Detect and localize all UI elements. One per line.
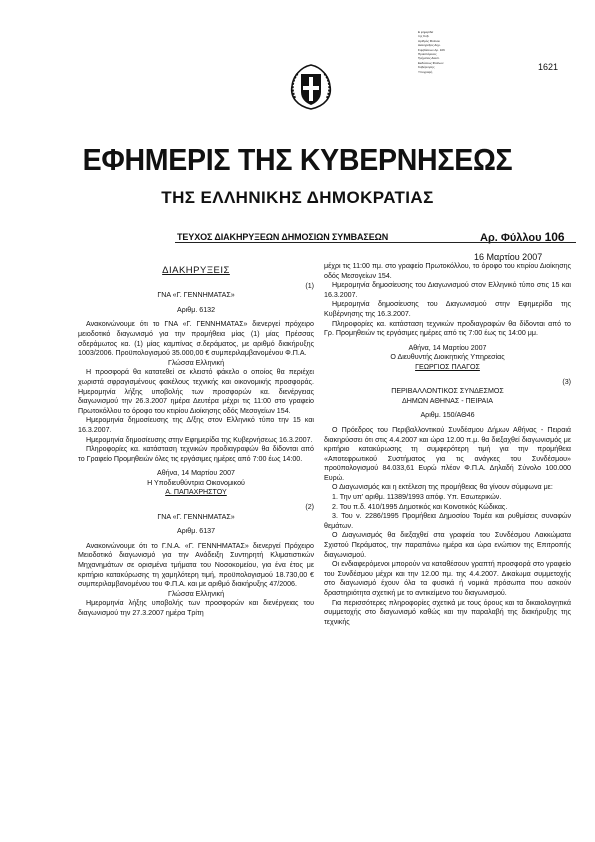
signature-date: Αθήνα, 14 Μαρτίου 2007	[408, 343, 487, 352]
paragraph: Ο Διαγωνισμός και η εκτέλεση της προμήθειας θα γίνουν σύμφωνα με:	[332, 483, 553, 492]
signature-role: Ο Διευθυντής Διοικητικής Υπηρεσίας	[390, 353, 505, 362]
stamp-line: Εκδόσεως Φύλλων	[418, 60, 444, 65]
issue-date: 16 Μαρτίου 2007	[474, 252, 543, 262]
paragraph: Γλώσσα Ελληνική	[167, 589, 225, 598]
notice-reference: Αριθμ. 6132	[176, 305, 216, 314]
notice-number: (2)	[305, 503, 314, 512]
paragraph: Ημερομηνία δημοσίευσης στην Εφημερίδα της Κυβερνήσεως 16.3.2007.	[86, 435, 313, 444]
paragraph: Ανακοινώνουμε ότι το ΓΝΑ «Γ. ΓΕΝΝΗΜΑΤΑΣ» διενεργεί πρόχειρο μειοδοτικό διαγωνισμό για την προμήθεια μίας (1) μίας Πρέσσας σδεράμωτος κα. (1) μίας καμπίνας σ.δεράματος, με αριθμό διακήρυξης 1003/2006. Προϋπολογισμού 35.000,00 € συμπεριλαμβανομένου Φ.Π.Α.	[78, 320, 314, 358]
paragraph: 2. Του π.δ. 410/1995 Δημοτικός και Κοινοτικός Κώδικας.	[332, 502, 508, 511]
notice-organization: ΠΕΡΙΒΑΛΛΟΝΤΙΚΟΣ ΣΥΝΔΕΣΜΟΣ	[391, 387, 504, 396]
left-column	[78, 262, 314, 619]
paragraph: Οι ενδιαφερόμενοι μπορούν να καταθέσουν γραπτή προσφορά στο γραφείο του Συνδέσμου μέχρι και την 12.00 πμ. της 4.4.2007. Δικαίωμα συμμετοχής στο διαγωνισμό έχουν όλα τα φυσικά ή νομικά πρόσωπα που ασκούν δραστηριότητα σχετική με το αντικείμενο του διαγωνισμού.	[324, 560, 571, 597]
header-rule	[175, 242, 576, 243]
paragraph: Η προσφορά θα κατατεθεί σε κλειστό φάκελο ο οποίος θα περιέχει χωριστά σφραγισμένους φακέλους τεχνικής και οικονομικής προσφοράς. Ημερομηνία λήξης υποβολής των προσφορών κα. διενέργειας διαγωνισμού την 26.3.2007 ημέρα Δευτέρα μέχρι τις 11:00 στο γραφείο Πρωτοκόλλου το όροφο του κτιρίου Διοίκησης οδός Μεσογείων 154.	[78, 368, 314, 415]
stamp-line: Προϊστάμενος	[418, 52, 437, 57]
notice-reference: Αριθμ. 6137	[176, 527, 216, 536]
gazette-subtitle: ΤΗΣ ΕΛΛΗΝΙΚΗΣ ΔΗΜΟΚΡΑΤΙΑΣ	[161, 188, 434, 207]
stamp-line: Τμήματος Διεκπ.	[418, 56, 440, 61]
paragraph: Ημερομηνία λήξης υποβολής των προσφορών και διενέργειας του διαγωνισμού την 27.3.2007 ημέρα Τρίτη	[78, 599, 314, 617]
paragraph: Ημερομηνία δημοσίευσης του Διαγωνισμού στον Ελληνικό τύπο στις 15 και 16.3.2007.	[324, 281, 571, 299]
notice-number: (1)	[305, 281, 314, 290]
paragraph: 3. Του ν. 2286/1995 Προμήθεια Δημοσίου Τομέα και ρυθμίσεις συναφών θεμάτων.	[324, 512, 571, 530]
page-number: 1621	[538, 62, 559, 72]
sheet-number: 106	[544, 230, 565, 244]
notice-organization: ΓΝΑ «Γ. ΓΕΝΝΗΜΑΤΑΣ»	[157, 291, 235, 300]
paragraph: Ημερομηνία δημοσίευσης του Διαγωνισμού στην Εφημερίδα της Κυβέρνησης της 16.3.2007.	[324, 300, 571, 318]
stamp-line: Συμβάσεων Αρ. 106	[418, 47, 445, 52]
paragraph: Ο Διαγωνισμός θα διεξαχθεί στα γραφεία του Συνδέσμου Λακκώματα Σχιστού Περάματος, την παραπάνω ημέρα και ώρα ενώπιον της Επιτροπής διαγωνισμού.	[324, 531, 571, 559]
paragraph: Ο Πρόεδρος του Περιβαλλοντικού Συνδέσμου Δήμων Αθήνας - Πειραιά διακηρύσσει ότι στις 4.4.2007 και ώρα 12.00 π.μ. θα διεξαχθεί διαγωνισμός με κριτήριο κατακύρωσης τη συμφερότερη τιμή για την προμήθεια «Αποτεφρωτικού Συστήματος για τις ανάγκες του Συνδέσμου» προϋπολογισμού 84.033,61 Ευρώ πλέον Φ.Π.Α. Δηλαδή Σύνολο 100.000 Ευρώ.	[324, 425, 571, 482]
paragraph: Πληροφορίες κα. κατάσταση τεχνικών προδιαγραφών θα δίδονται από το Γραφείο Προμηθειών όλες τις εργάσιμες ημέρες από 7:00 έως 14:00.	[78, 445, 314, 463]
notice-organization: ΓΝΑ «Γ. ΓΕΝΝΗΜΑΤΑΣ»	[157, 512, 235, 521]
signature-role: Η Υποδιευθύντρια Οικονομικού	[147, 478, 245, 487]
notice-organization: ΔΗΜΩΝ ΑΘΗΝΑΣ - ΠΕΙΡΑΙΑ	[401, 396, 493, 405]
issue-label: ΤΕΥΧΟΣ ΔΙΑΚΗΡΥΞΕΩΝ ΔΗΜΟΣΙΩΝ ΣΥΜΒΑΣΕΩΝ	[177, 232, 389, 242]
stamp-line: Διακηρύξεις Δημ.	[418, 43, 441, 48]
stamp-line: Ε φημερίδα	[418, 30, 434, 34]
paragraph: Πληροφορίες κα. κατάσταση τεχνικών προδιαγραφών θα δίδονται από το Γρ. Προμηθειών τις εργάσιμες ημέρες από τις 7:00 έως τις 14:00 μμ.	[324, 319, 571, 338]
paragraph: 1. Την υπ' αριθμ. 11389/1993 απόφ. Υπ. Εσωτερικών.	[332, 493, 502, 502]
sheet-label: Αρ. Φύλλου	[480, 232, 542, 244]
greek-coat-of-arms-icon	[287, 62, 335, 112]
right-column	[324, 262, 571, 627]
paragraph: Για περισσότερες πληροφορίες σχετικά με τους όρους και τα δικαιολογητικά συμμετοχής στο διαγωνισμό καθώς και την παραλαβή της διακήρυξης της τεχνικής	[324, 598, 571, 626]
stamp-line: Υπογραφή	[418, 69, 433, 74]
notice-number: (3)	[562, 377, 571, 386]
stamp-line: της Κυβ.	[418, 34, 430, 39]
section-heading: ΔΙΑΚΗΡΥΞΕΙΣ	[162, 265, 230, 276]
signature-date: Αθήνα, 14 Μαρτίου 2007	[157, 469, 235, 478]
paragraph: Ημερομηνία δημοσίευσης της Δ/ξης στον Ελληνικό τύπο την 15 και 16.3.2007.	[78, 416, 314, 434]
paragraph: μέχρι τις 11:00 πμ. στο γραφείο Πρωτοκόλλου, το όροφο του κτιρίου Διοίκησης οδός Μεσογείων 154.	[324, 262, 571, 280]
stamp-line: Αριθμός Φύλλου	[418, 38, 441, 43]
paragraph: Ανακοινώνουμε ότι το Γ.Ν.Α. «Γ. ΓΕΝΝΗΜΑΤΑΣ» διενεργεί Πρόχειρο Μειοδοτικό διαγωνισμό για την Ανάδειξη Συντηρητή Κλιματιστικών Μηχανημάτων σε ορισμένα τμήματα του Νοσοκομείου, για ένα έτος με κριτήριο κατακύρωσης τη χαμηλότερη τιμή, προϋπολογισμού 18.730,00 € συμπεριλαμβανομένου του Φ.Π.Α. και με αριθμό διακήρυξης 47/2006.	[78, 541, 314, 589]
notice-reference: Αριθμ. 150/ΑΘ46	[420, 411, 475, 420]
paragraph: Γλώσσα Ελληνική	[167, 358, 225, 367]
signature-name: ΓΕΩΡΓΙΟΣ ΠΛΑΓΟΣ	[415, 362, 480, 371]
gazette-title: ΕΦΗΜΕΡΙΣ ΤΗΣ ΚΥΒΕΡΝΗΣΕΩΣ	[82, 142, 513, 177]
registry-stamp	[418, 30, 482, 74]
stamp-line: Κυβέρνησης	[418, 65, 435, 70]
signature-name: Α. ΠΑΠΑΧΡΗΣΤΟΥ	[165, 488, 227, 497]
